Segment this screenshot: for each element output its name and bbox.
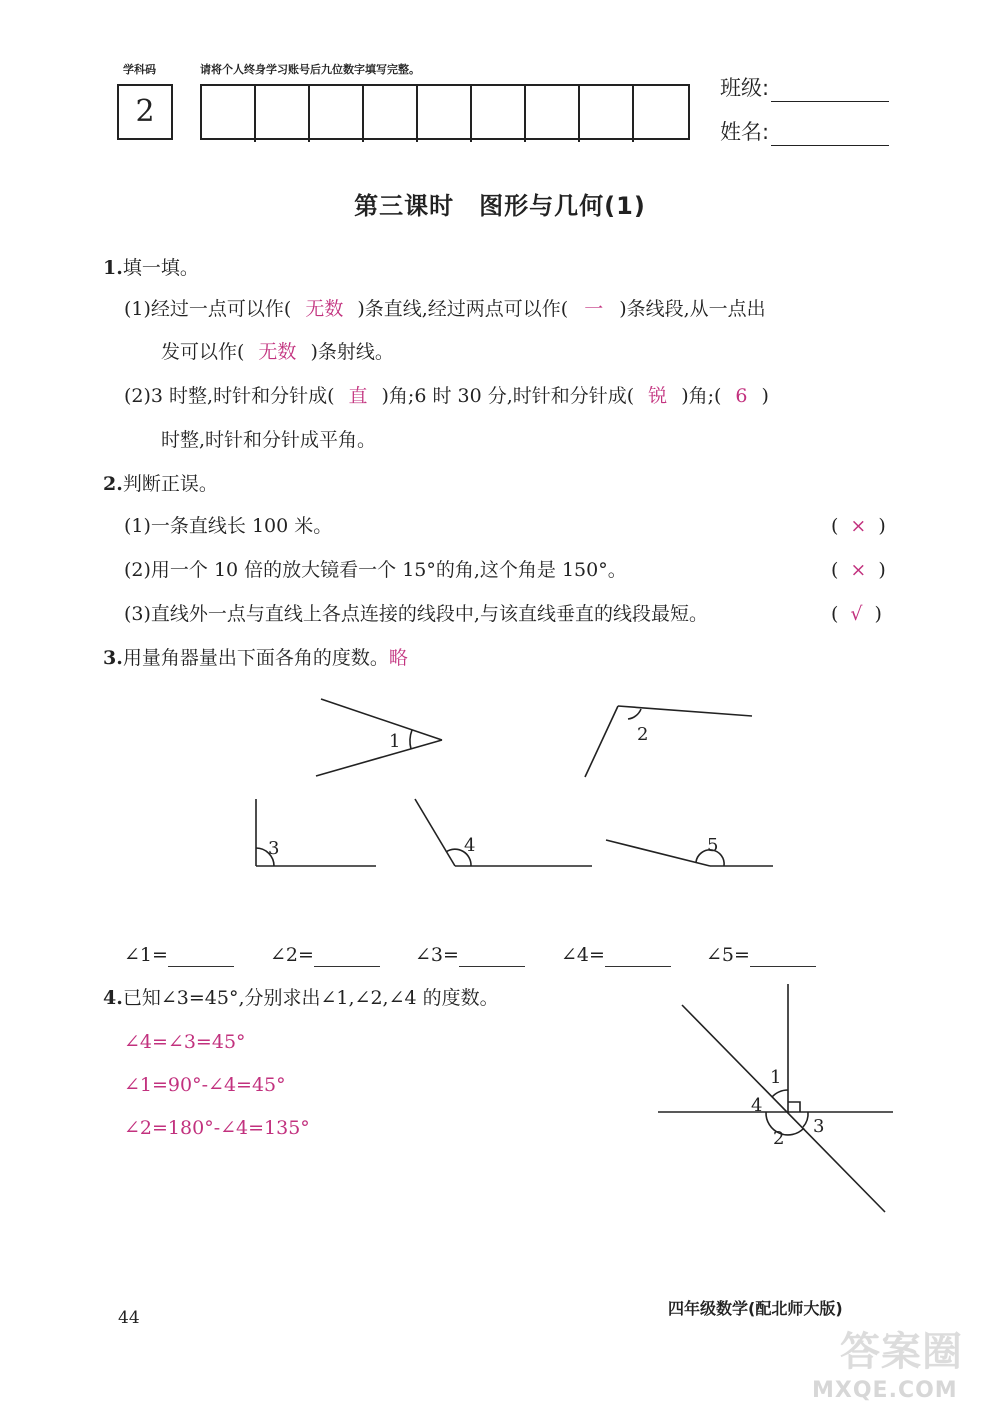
q3-number: 3. xyxy=(103,647,123,669)
q1-answer-6: 6 xyxy=(735,385,748,407)
q2-answer-3-bracket: ( √ ) xyxy=(831,603,882,625)
q4-number: 4. xyxy=(103,987,123,1009)
angle-1-figure xyxy=(316,699,442,776)
q4-answer-1: ∠4=∠3=45° xyxy=(124,1031,246,1053)
q2-item-1: (1)一条直线长 100 米。 xyxy=(124,515,333,537)
q1-answer-4: 直 xyxy=(348,385,368,407)
q3-blank-2[interactable] xyxy=(270,943,380,967)
q4-intersecting-lines xyxy=(658,984,893,1212)
q2-answer-3: √ xyxy=(850,603,863,625)
q2-number: 2. xyxy=(103,473,123,495)
q1-text: )角;( xyxy=(681,385,722,407)
q1-text: 发可以作( xyxy=(161,341,245,363)
q2-answer-2-bracket: ( × ) xyxy=(831,559,886,581)
q3-answer: 略 xyxy=(388,647,408,669)
q3-heading-text: 用量角器量出下面各角的度数。 xyxy=(122,647,389,669)
blank-label: ∠1= xyxy=(124,944,168,966)
q4-heading xyxy=(103,986,499,1010)
angle-5-figure xyxy=(606,840,773,866)
watermark-site: MXQE.COM xyxy=(812,1378,958,1403)
angle-2-figure xyxy=(585,706,752,777)
angle-5-label: 5 xyxy=(707,835,719,856)
q1-answer-1: 无数 xyxy=(305,298,344,320)
q1-part2-line2: 时整,时针和分针成平角。 xyxy=(161,429,377,451)
q2-item-3: (3)直线外一点与直线上各点连接的线段中,与该直线垂直的线段最短。 xyxy=(124,603,708,625)
blank-label: ∠3= xyxy=(415,944,459,966)
q4-angle-4-label: 4 xyxy=(751,1095,763,1116)
page-number: 44 xyxy=(118,1308,140,1328)
subject-code-box: 2 xyxy=(117,84,173,140)
q3-blank-4[interactable] xyxy=(561,943,671,967)
watermark-logo: 答案圈 xyxy=(840,1329,963,1375)
q4-angle-3-label: 3 xyxy=(813,1116,825,1137)
q1-text: (2)3 时整,时针和分针成( xyxy=(124,385,335,407)
blank-line[interactable] xyxy=(168,946,234,967)
angle-2-label: 2 xyxy=(637,724,649,745)
angle-4-figure xyxy=(415,799,592,866)
angle-3-label: 3 xyxy=(268,838,280,859)
blank-line[interactable] xyxy=(750,946,816,967)
book-title: 四年级数学(配北师大版) xyxy=(668,1299,843,1318)
q3-blank-5[interactable] xyxy=(706,943,816,967)
account-instruction: 请将个人终身学习账号后九位数字填写完整。 xyxy=(200,63,420,76)
blank-label: ∠5= xyxy=(706,944,750,966)
blank-label: ∠2= xyxy=(270,944,314,966)
blank-label: ∠4= xyxy=(561,944,605,966)
q4-angle-2-label: 2 xyxy=(773,1128,785,1149)
name-label: 姓名: xyxy=(720,120,770,144)
q4-answer-2: ∠1=90°-∠4=45° xyxy=(124,1074,286,1096)
q1-text: )条直线,经过两点可以作( xyxy=(357,298,569,320)
q4-angle-1-label: 1 xyxy=(770,1067,782,1088)
q2-answer-1-bracket: ( × ) xyxy=(831,515,886,537)
q1-heading-text: 填一填。 xyxy=(122,257,199,279)
q1-number: 1. xyxy=(103,257,123,279)
q3-blank-3[interactable] xyxy=(415,943,525,967)
q2-item-2: (2)用一个 10 倍的放大镜看一个 15°的角,这个角是 150°。 xyxy=(124,559,627,581)
page-title: 第三课时 图形与几何(1) xyxy=(354,192,646,220)
q1-text: )条线段,从一点出 xyxy=(619,298,766,320)
q2-answer-2: × xyxy=(850,559,867,581)
angle-1-label: 1 xyxy=(389,731,401,752)
q4-answer-3: ∠2=180°-∠4=135° xyxy=(124,1117,310,1139)
q1-answer-2: 一 xyxy=(584,298,604,320)
blank-line[interactable] xyxy=(459,946,525,967)
q1-answer-3: 无数 xyxy=(258,341,297,363)
blank-line[interactable] xyxy=(605,946,671,967)
q1-text: ) xyxy=(761,385,769,407)
q1-answer-5: 锐 xyxy=(648,385,668,407)
blank-line[interactable] xyxy=(314,946,380,967)
q1-text: (1)经过一点可以作( xyxy=(124,298,292,320)
subject-code-label: 学科码 xyxy=(123,63,156,76)
q2-answer-1: × xyxy=(850,515,867,537)
q1-text: )角;6 时 30 分,时针和分针成( xyxy=(381,385,635,407)
q2-heading-text: 判断正误。 xyxy=(122,473,218,495)
class-label: 班级: xyxy=(720,76,770,100)
q3-blank-1[interactable] xyxy=(124,943,234,967)
q4-heading-text: 已知∠3=45°,分别求出∠1,∠2,∠4 的度数。 xyxy=(122,987,499,1009)
angle-4-label: 4 xyxy=(464,835,476,856)
q1-text: )条射线。 xyxy=(310,341,394,363)
